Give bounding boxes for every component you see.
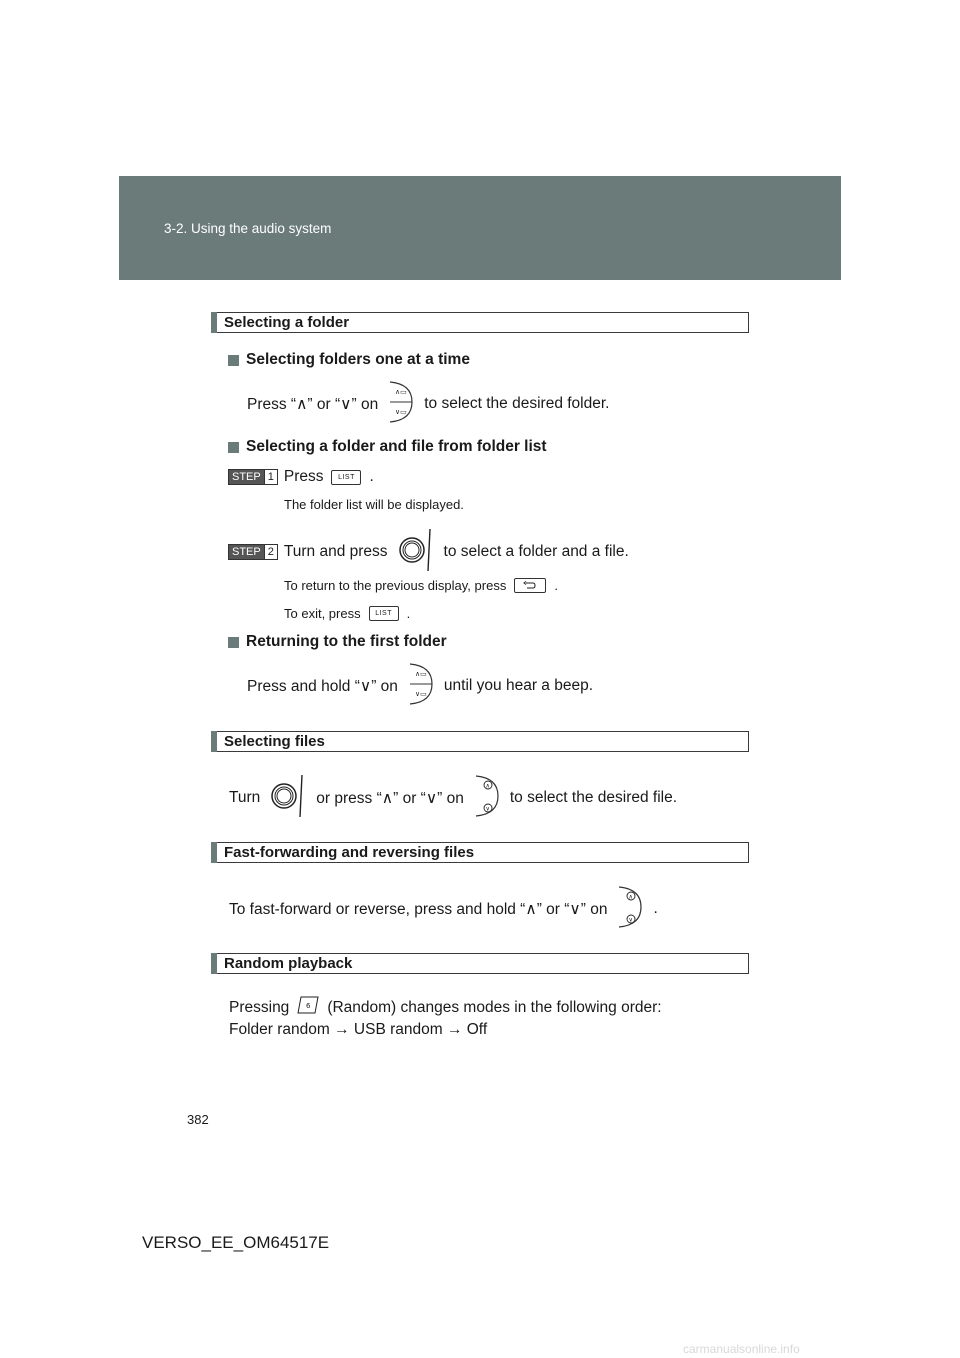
note-folder-list-displayed: The folder list will be displayed.: [284, 497, 464, 512]
back-button-icon: [514, 578, 546, 593]
square-bullet-icon: [228, 637, 239, 648]
step-label: STEP: [229, 470, 264, 484]
section-title-fast-forwarding: [211, 842, 749, 863]
note-text: .: [406, 606, 411, 621]
svg-text:∨: ∨: [485, 805, 490, 812]
subheading-text: Selecting a folder and file from folder list: [246, 438, 547, 455]
section-title-text: Selecting files: [224, 733, 325, 750]
step-1-badge: [228, 469, 278, 485]
svg-text:∧: ∧: [628, 893, 634, 900]
instruction-text: Press “∧” or “∨” on: [247, 395, 379, 413]
instruction-select-file: [229, 775, 677, 821]
section-marker: [211, 842, 217, 863]
preset-number: 6: [306, 1002, 311, 1010]
instruction-text: Turn: [229, 789, 261, 806]
svg-text:∨▭: ∨▭: [414, 689, 427, 698]
step1-line: [228, 468, 374, 486]
section-marker: [211, 312, 217, 333]
step-number: 1: [264, 470, 277, 484]
step-text: .: [369, 468, 374, 485]
subheading-folder-list: [228, 438, 547, 456]
instruction-text: to select the desired folder.: [424, 395, 610, 412]
section-marker: [211, 953, 217, 974]
list-button-icon: LIST: [331, 470, 361, 485]
step-2-badge: [228, 544, 278, 560]
note-exit: [284, 606, 410, 621]
instruction-first-folder: [247, 664, 593, 708]
instruction-text: .: [653, 900, 658, 917]
step-text: Turn and press: [283, 543, 388, 560]
steering-seek-buttons-icon: [472, 774, 502, 823]
list-button-icon: LIST: [369, 606, 399, 621]
subheading-one-at-a-time: [228, 351, 470, 369]
instruction-text: (Random) changes modes in the following order:: [327, 998, 662, 1016]
section-title-selecting-files: [211, 731, 749, 752]
step-label: STEP: [229, 545, 264, 559]
square-bullet-icon: [228, 355, 239, 366]
instruction-random-line2: Folder random → USB random → Off: [229, 1021, 488, 1038]
note-text: To return to the previous display, press: [284, 578, 507, 593]
section-title-text: Random playback: [224, 955, 353, 972]
step-number: 2: [264, 545, 277, 559]
instruction-select-folder: [247, 382, 609, 426]
instruction-text: until you hear a beep.: [443, 677, 594, 694]
step-text: to select a folder and a file.: [443, 543, 629, 560]
instruction-text: or press “∧” or “∨” on: [316, 789, 464, 807]
instruction-random-line1: [229, 996, 662, 1019]
section-title-selecting-folder: [211, 312, 749, 333]
document-code: VERSO_EE_OM64517E: [142, 1233, 330, 1252]
header-band: [119, 176, 841, 280]
seek-up-down-buttons-icon: [386, 380, 416, 429]
instruction-text: To fast-forward or reverse, press and hold “∧” or “∨” on: [229, 900, 608, 918]
note-text: .: [554, 578, 558, 593]
subheading-text: Selecting folders one at a time: [246, 351, 470, 368]
svg-text:∧: ∧: [485, 782, 490, 789]
section-title-random-playback: [211, 953, 749, 974]
preset-6-button-icon: [297, 996, 319, 1019]
page-number: 382: [187, 1112, 209, 1127]
instruction-fast-forward: [229, 886, 658, 932]
subheading-first-folder: [228, 633, 447, 651]
tune-select-knob-icon: [268, 773, 308, 824]
svg-text:∨▭: ∨▭: [395, 407, 407, 416]
step2-line: [228, 530, 629, 574]
subheading-text: Returning to the first folder: [246, 633, 447, 650]
instruction-text: to select the desired file.: [509, 789, 678, 806]
note-text: To exit, press: [284, 606, 361, 621]
section-title-text: Selecting a folder: [224, 314, 350, 331]
section-marker: [211, 731, 217, 752]
instruction-text: Pressing: [229, 998, 290, 1016]
instruction-text: Press and hold “∨” on: [247, 677, 398, 695]
step-text: Press: [283, 468, 324, 485]
section-title-text: Fast-forwarding and reversing files: [224, 844, 475, 861]
svg-text:∨: ∨: [628, 916, 634, 923]
tune-select-knob-icon: [396, 527, 436, 578]
svg-text:∧▭: ∧▭: [395, 387, 407, 396]
seek-up-down-buttons-icon: [406, 662, 436, 711]
note-return: [284, 578, 558, 593]
svg-text:∧▭: ∧▭: [414, 669, 427, 678]
square-bullet-icon: [228, 442, 239, 453]
watermark: carmanualsonline.info: [683, 1342, 800, 1356]
breadcrumb: 3-2. Using the audio system: [164, 221, 332, 236]
steering-seek-buttons-icon: [615, 885, 645, 934]
